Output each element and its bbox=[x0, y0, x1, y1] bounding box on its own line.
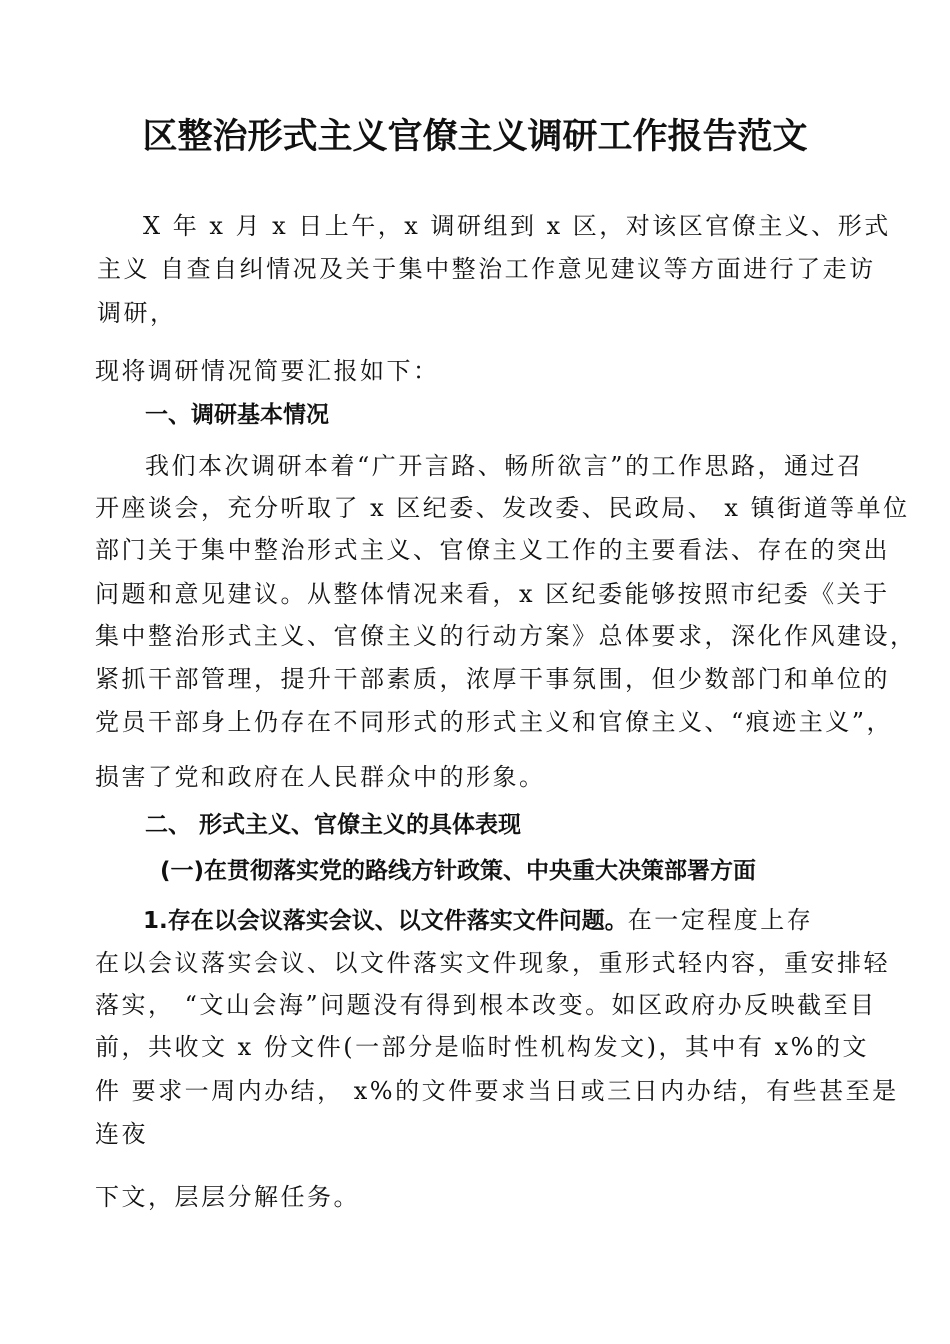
paragraph-line: 在以会议落实会议、以文件落实文件现象，重形式轻内容，重安排轻 bbox=[95, 949, 890, 977]
document-title: 区整治形式主义官僚主义调研工作报告范文 bbox=[142, 117, 808, 157]
paragraph-line bbox=[143, 903, 813, 938]
paragraph-line: 党员干部身上仍存在不同形式的形式主义和官僚主义、“痕迹主义”， bbox=[95, 708, 894, 736]
paragraph-line: 集中整治形式主义、官僚主义的行动方案》总体要求，深化作风建设， bbox=[95, 622, 917, 650]
paragraph-line: X 年 x 月 x 日上午，x 调研组到 x 区，对该区官僚主义、形式 bbox=[143, 212, 891, 240]
paragraph-line: 前，共收文 x 份文件(一部分是临时性机构发文)，其中有 x%的文 bbox=[95, 1033, 869, 1061]
paragraph-line: 紧抓干部管理，提升干部素质，浓厚干事氛围，但少数部门和单位的 bbox=[95, 665, 890, 693]
paragraph-line: 落实， “文山会海”问题没有得到根本改变。如区政府办反映截至目 bbox=[95, 991, 877, 1019]
paragraph-line: 件 要求一周内办结， x%的文件要求当日或三日内办结，有些甚至是 bbox=[95, 1077, 899, 1105]
paragraph-line: 现将调研情况简要汇报如下： bbox=[95, 357, 440, 385]
paragraph-line: 损害了党和政府在人民群众中的形象。 bbox=[95, 763, 546, 791]
section-heading: 一、调研基本情况 bbox=[145, 402, 329, 428]
subsection-heading: (一)在贯彻落实党的路线方针政策、中央重大决策部署方面 bbox=[160, 858, 757, 884]
item-text: 在一定程度上存 bbox=[627, 906, 814, 934]
paragraph-line: 主义 自查自纠情况及关于集中整治工作意见建议等方面进行了走访 bbox=[97, 255, 876, 283]
paragraph-line: 问题和意见建议。从整体情况来看，x 区纪委能够按照市纪委《关于 bbox=[95, 580, 890, 608]
paragraph-line: 调研， bbox=[97, 299, 177, 327]
item-heading: 1.存在以会议落实会议、以文件落实文件问题。 bbox=[143, 908, 628, 934]
paragraph-line: 我们本次调研本着“广开言路、畅所欲言”的工作思路，通过召 bbox=[145, 452, 864, 480]
paragraph-line: 下文，层层分解任务。 bbox=[95, 1183, 360, 1211]
paragraph-line: 开座谈会，充分听取了 x 区纪委、发改委、民政局、 x 镇街道等单位 bbox=[95, 494, 910, 522]
paragraph-line: 连夜 bbox=[95, 1120, 148, 1148]
paragraph-line: 部门关于集中整治形式主义、官僚主义工作的主要看法、存在的突出 bbox=[95, 536, 890, 564]
section-heading: 二、 形式主义、官僚主义的具体表现 bbox=[145, 812, 522, 838]
